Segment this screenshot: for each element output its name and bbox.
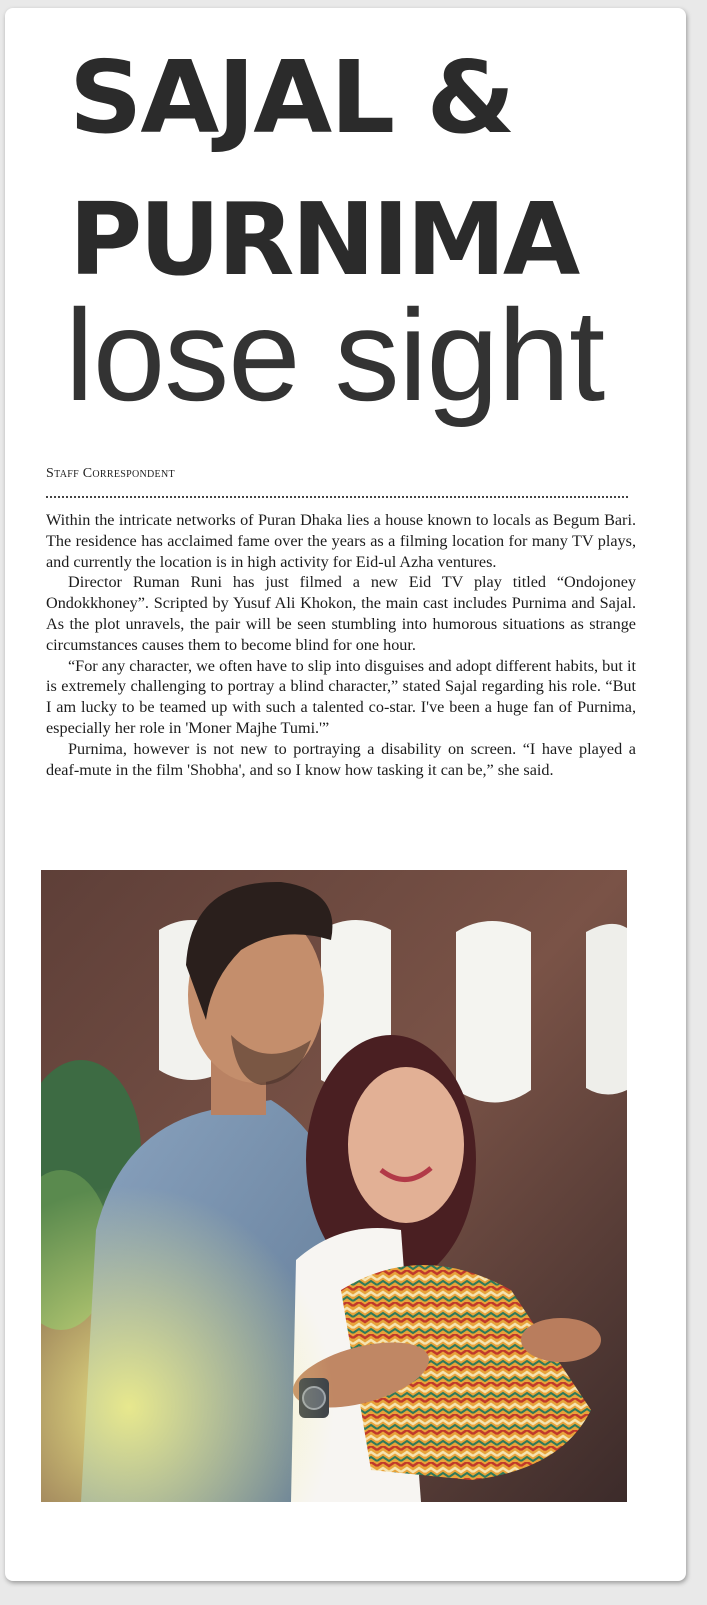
headline-line-3: lose sight: [65, 282, 605, 428]
article-body: [46, 510, 636, 780]
byline: Staff Correspondent: [46, 466, 175, 481]
foreground-blur: [41, 870, 627, 1502]
headline-line-2: PURNIMA: [69, 181, 578, 298]
headline-line-1: SAJAL &: [69, 39, 514, 156]
paragraph-1: Within the intricate networks of Puran Dhaka lies a house known to locals as Begum Bari. The residence has acclaimed fame over the years as a filming location for many TV plays, and currently the location is in high activity for Eid-ul Azha ventures.: [46, 511, 636, 571]
paragraph-3: “For any character, we often have to slip into disguises and adopt different habits, but it is extremely challenging to portray a blind character,” stated Sajal regarding his role. “But I am lucky to be teamed up with such a talented co-star. I've been a huge fan of Purnima, especially her role in 'Moner Majhe Tumi.'”: [46, 656, 636, 737]
dotted-divider: [46, 496, 628, 498]
paragraph-2: Director Ruman Runi has just filmed a new Eid TV play titled “Ondojoney Ondokkhoney”. Scripted by Yusuf Ali Khokon, the main cast includes Purnima and Sajal. As the plot unravels, the pair will be seen stumbling into humorous situations as strange circumstances causes them to become blind for one hour.: [46, 573, 636, 654]
article-photo: [41, 870, 627, 1502]
article-page: [5, 8, 686, 1581]
photo-illustration: [41, 870, 627, 1502]
paragraph-4: Purnima, however is not new to portraying a disability on screen. “I have played a deaf-mute in the film 'Shobha', and so I know how tasking it can be,” she said.: [46, 739, 636, 779]
